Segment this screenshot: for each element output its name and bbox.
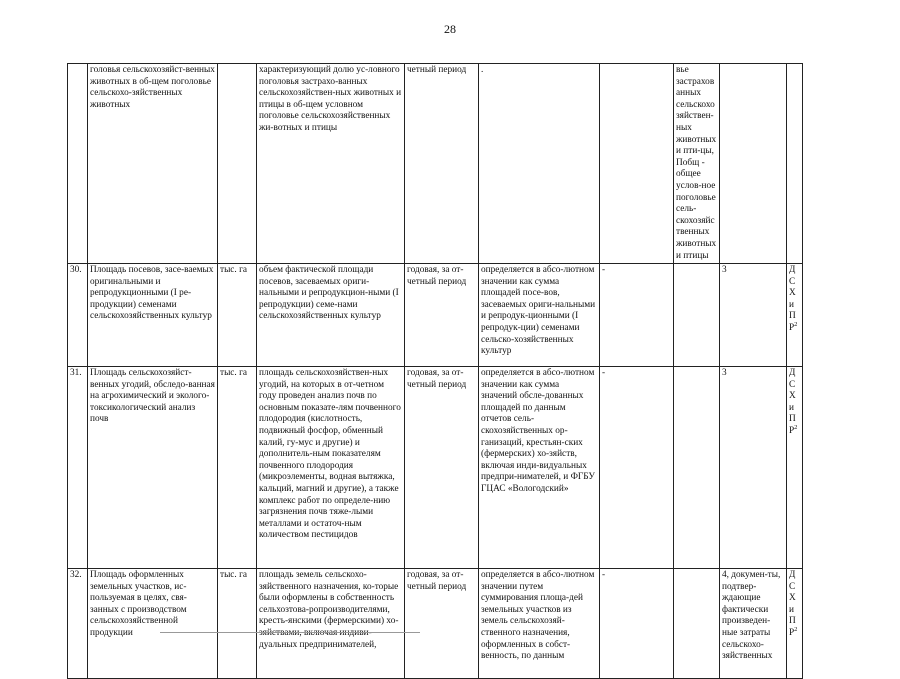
cell-method [479,367,600,569]
cell-name-text: Площадь оформленных земельных участков, ис-пользуемая в целях, свя-занных с производством сельскохозяйственной продукции [90,570,187,639]
cell-definition [257,367,405,569]
cell-source [720,264,787,367]
table-body [68,64,803,679]
cell-executor [787,367,803,569]
cell-source-text: 3 [722,368,727,379]
cell-indicators [600,64,674,264]
cell-formula-text: вье застрахованных сельскохозяйствен-ных животных и пти-цы, Побщ - общее услов-ное поголовье сель-скохозяйственных животных и птицы [676,65,717,261]
cell-executor [787,569,803,679]
cell-source [720,569,787,679]
cell-indicators [600,569,674,679]
cell-name [88,569,218,679]
cell-period [405,569,479,679]
cell-formula [674,64,720,264]
cell-method [479,569,600,679]
bottom-rule [160,632,420,633]
cell-method [479,264,600,367]
cell-executor-text: ДСХиПР [789,265,796,334]
cell-num [68,264,88,367]
cell-definition-text: характеризующий долю ус-ловного поголовья застрахо-ванных сельскохозяйствен-ных животных и птицы в об-щем условном поголовье сельскохозяйственных жи-вотных и птицы [259,65,402,133]
cell-unit-text: тыс. га [220,570,248,581]
cell-source [720,64,787,264]
cell-executor [787,64,803,264]
cell-definition [257,64,405,264]
cell-indicators-text: - [602,265,606,276]
table-row [68,264,803,367]
footnote-marker: 2 [794,625,798,633]
cell-period [405,64,479,264]
cell-source [720,367,787,569]
cell-name [88,64,218,264]
cell-num-text: 30. [70,265,82,276]
cell-definition-text: площадь сельскохозяйствен-ных угодий, на которых в от-четном году проведен анализ почв по основным показате-лям почвенного плодородия (кислотность, подвижный фосфор, обменный калий, гу-мус и другие) и дополнитель-ным показателям почвенного плодородия (микроэлементы, водная вытяжка, кальций, магний и другие), а также комплекс работ по определе-нию загрязнения почв тяже-лыми металлами и остаточ-ным количеством пестицидов [259,368,401,541]
cell-period-text: годовая, за от-четный период [407,570,467,592]
cell-period-text: четный период [407,65,467,75]
cell-formula [674,569,720,679]
cell-name [88,264,218,367]
cell-unit-text: тыс. га [220,368,248,379]
cell-name-text: Площадь посевов, засе-ваемых оригинальными и репродукционными (I ре-продукции) семенами сельскохозяйственных культур [90,265,214,322]
cell-source-text: 4, докумен-ты, подтвер-ждающие фактически произведен-ные затраты сельскохо-зяйственных [722,570,781,662]
cell-num [68,64,88,264]
cell-unit [218,64,257,264]
cell-indicators-text: - [602,570,606,581]
cell-method-text: . [481,65,484,75]
page-number: 28 [444,22,456,36]
cell-period [405,367,479,569]
cell-name [88,367,218,569]
cell-unit [218,367,257,569]
cell-method-text: определяется в абсо-лютном значении как сумма значений обсле-дованных площадей по данным отчетов сель-скохозяйственных ор-ганизаций, крестьян-ских (фермерских) хо-зяйств, включая инди-видуальных предпри-нимателей, и ФГБУ ГЦАС «Вологодский» [481,368,595,495]
cell-method-text: определяется в абсо-лютном значении путем суммирования площа-дей земельных участков из земель сельскохозяй-ственного назначения, оформленных в собст-венность, по данным [481,570,595,662]
cell-definition [257,569,405,679]
cell-indicators [600,367,674,569]
footnote-marker: 2 [794,320,798,328]
footnote-marker: 2 [794,423,798,431]
table-row [68,569,803,679]
indicators-table [67,63,803,679]
cell-method-text: определяется в абсо-лютном значении как сумма площадей посе-вов, засеваемых ориги-нальными и репродук-ционными (I репродук-ции) семенами сельско-хозяйственных культур [481,265,596,357]
cell-name-text: Площадь сельскохозяйст-венных угодий, обследо-ванная на агрохимический и эколого-токсикологический анализ почв [90,368,215,425]
cell-num-text: 32. [70,570,82,581]
cell-period [405,264,479,367]
cell-source-text: 3 [722,265,727,276]
cell-formula [674,264,720,367]
cell-executor [787,264,803,367]
cell-formula [674,367,720,569]
cell-unit [218,264,257,367]
cell-period-text: годовая, за от-четный период [407,368,467,390]
cell-method [479,64,600,264]
cell-unit-text: тыс. га [220,265,248,276]
cell-indicators-text: - [602,368,606,379]
cell-unit [218,569,257,679]
cell-indicators [600,264,674,367]
cell-name-text: головья сельскохозяйст-венных животных в об-щем поголовье сельскохо-зяйственных животных [90,65,215,110]
cell-definition [257,264,405,367]
cell-period-text: годовая, за от-четный период [407,265,467,287]
table-row [68,367,803,569]
cell-executor-text: ДСХиПР [789,570,796,639]
cell-num-text: 31. [70,368,82,379]
cell-num [68,367,88,569]
cell-executor-text: ДСХиПР [789,368,796,437]
cell-definition-text: площадь земель сельскохо-зяйственного назначения, ко-торые были оформлены в собственность сельхозтова-ропроизводителями, кресть-янскими (фермерскими) хо-зяйствами, включая индиви-дуальных предпринимателей, [259,570,399,650]
cell-definition-text: объем фактической площади посевов, засеваемых ориги-нальными и репродукцион-ными (I репродукции) семе-нами сельскохозяйственных культур [259,265,399,322]
table-row [68,64,803,264]
cell-num [68,569,88,679]
